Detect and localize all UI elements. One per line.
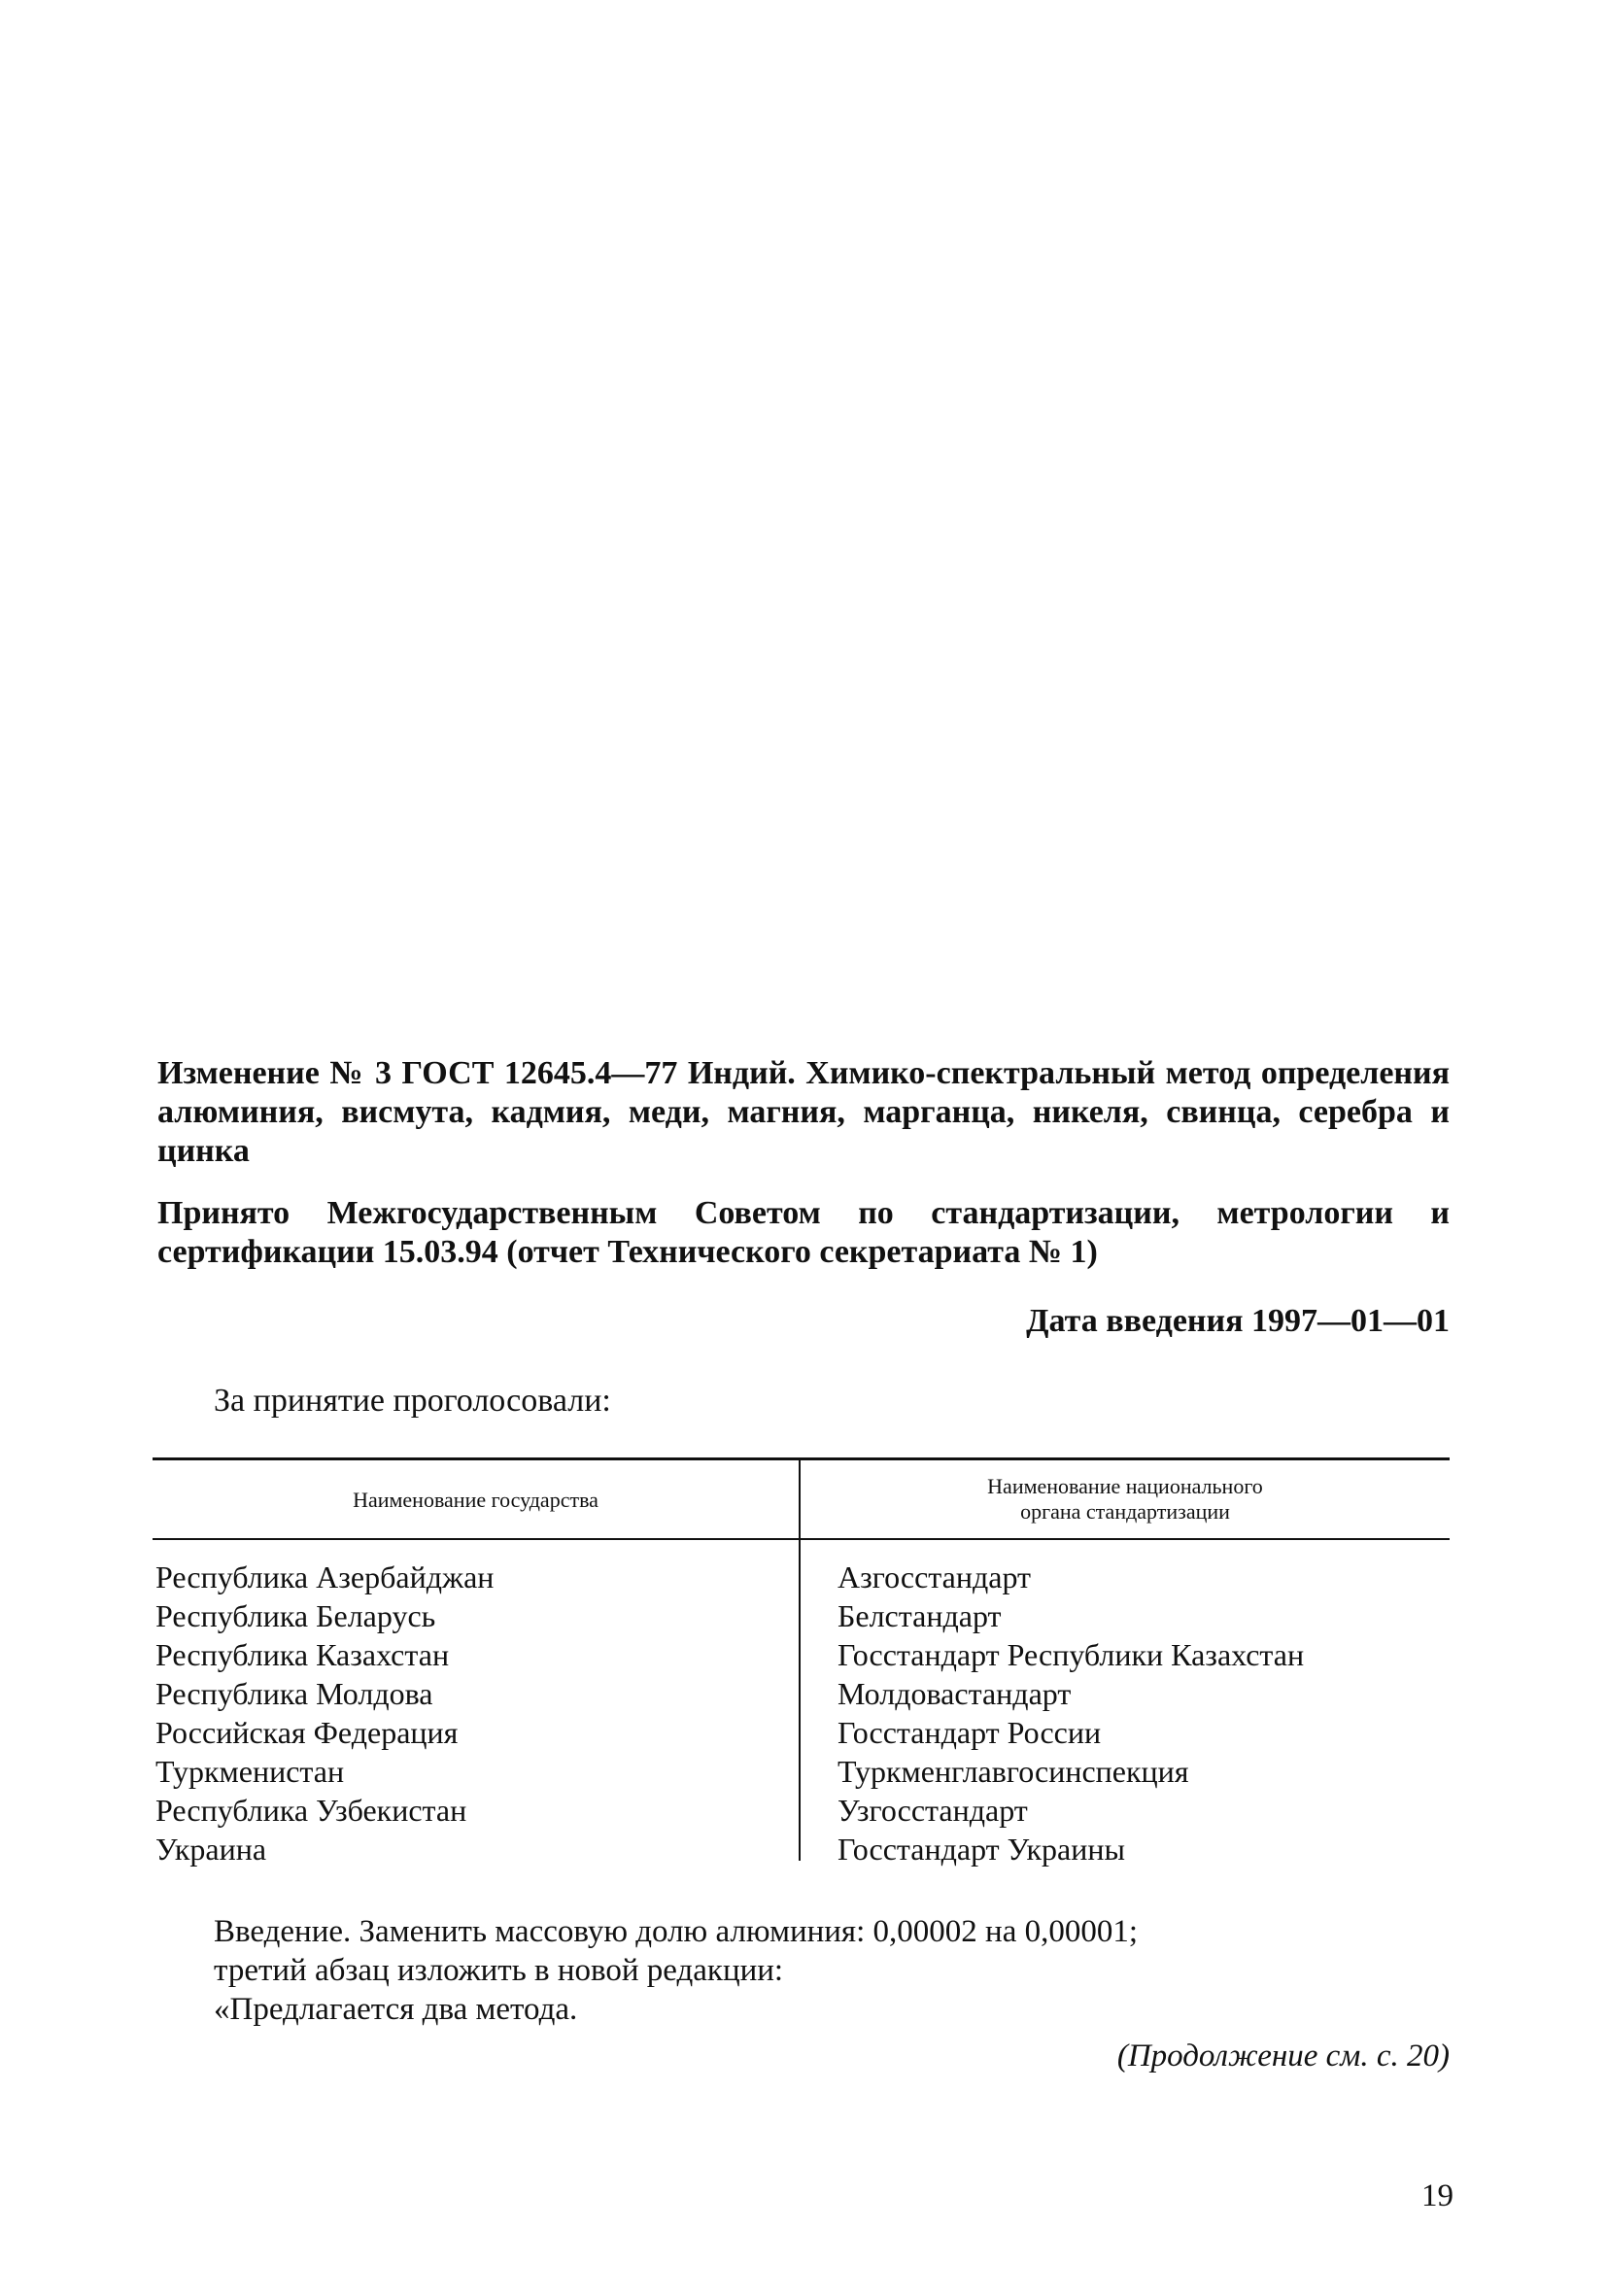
body-line-1: Введение. Заменить массовую долю алюминия: 0,00002 на 0,00001; xyxy=(214,1914,1139,1949)
table-row xyxy=(153,1791,1450,1830)
voting-table xyxy=(153,1457,1450,1867)
state-name: Республика Казахстан xyxy=(155,1637,450,1672)
standards-body-name: Узгосстандарт xyxy=(838,1793,1028,1828)
standards-body-name: Госстандарт Республики Казахстан xyxy=(838,1637,1305,1672)
table-rows xyxy=(153,1558,1450,1868)
document-header xyxy=(157,1054,1450,1272)
adoption-note: Принято Межгосударственным Советом по стандартизации, метрологии и сертификации 15.03.94 (отчет Технического секретариата № 1) xyxy=(157,1195,1450,1270)
table-row xyxy=(153,1752,1450,1791)
table-row xyxy=(153,1830,1450,1868)
body-line-3: «Предлагается два метода. xyxy=(214,1992,578,2027)
state-name: Туркменистан xyxy=(155,1754,345,1789)
table-row xyxy=(153,1596,1450,1635)
state-name: Российская Федерация xyxy=(155,1715,459,1750)
table-row xyxy=(153,1674,1450,1713)
column-header-organization xyxy=(801,1474,1450,1525)
column-header-organization-text: Наименование национального органа стандартизации xyxy=(987,1474,1263,1524)
state-name: Республика Молдова xyxy=(155,1676,433,1711)
body-line-2: третий абзац изложить в новой редакции: xyxy=(214,1953,784,1988)
table-body xyxy=(153,1540,1450,1867)
column-header-state: Наименование государства xyxy=(353,1488,598,1512)
standards-body-name: Туркменглавгосинспекция xyxy=(838,1754,1189,1789)
standards-body-name: Госстандарт Украины xyxy=(838,1832,1125,1867)
state-name: Украина xyxy=(155,1832,267,1867)
state-name: Республика Беларусь xyxy=(155,1598,436,1633)
standards-body-name: Госстандарт России xyxy=(838,1715,1102,1750)
voted-label: За принятие проголосовали: xyxy=(214,1383,611,1419)
introduction-text xyxy=(214,1912,1457,2029)
state-name: Республика Азербайджан xyxy=(155,1559,495,1594)
page-number: 19 xyxy=(1421,2178,1453,2213)
continuation-note: (Продолжение см. с. 20) xyxy=(1116,2039,1450,2073)
standards-body-name: Белстандарт xyxy=(838,1598,1002,1633)
amendment-title: Изменение № 3 ГОСТ 12645.4—77 Индий. Химико-спектральный метод определения алюминия, висмута, кадмия, меди, магния, марганца, никеля, свинца, серебра и цинка xyxy=(157,1055,1450,1169)
table-header xyxy=(153,1460,1450,1540)
introduction-date: Дата введения 1997—01—01 xyxy=(1026,1303,1450,1339)
standards-body-name: Молдовастандарт xyxy=(838,1676,1072,1711)
table-row xyxy=(153,1558,1450,1596)
table-row xyxy=(153,1635,1450,1674)
state-name: Республика Узбекистан xyxy=(155,1793,467,1828)
standards-body-name: Азгосстандарт xyxy=(838,1559,1032,1594)
table-row xyxy=(153,1713,1450,1752)
